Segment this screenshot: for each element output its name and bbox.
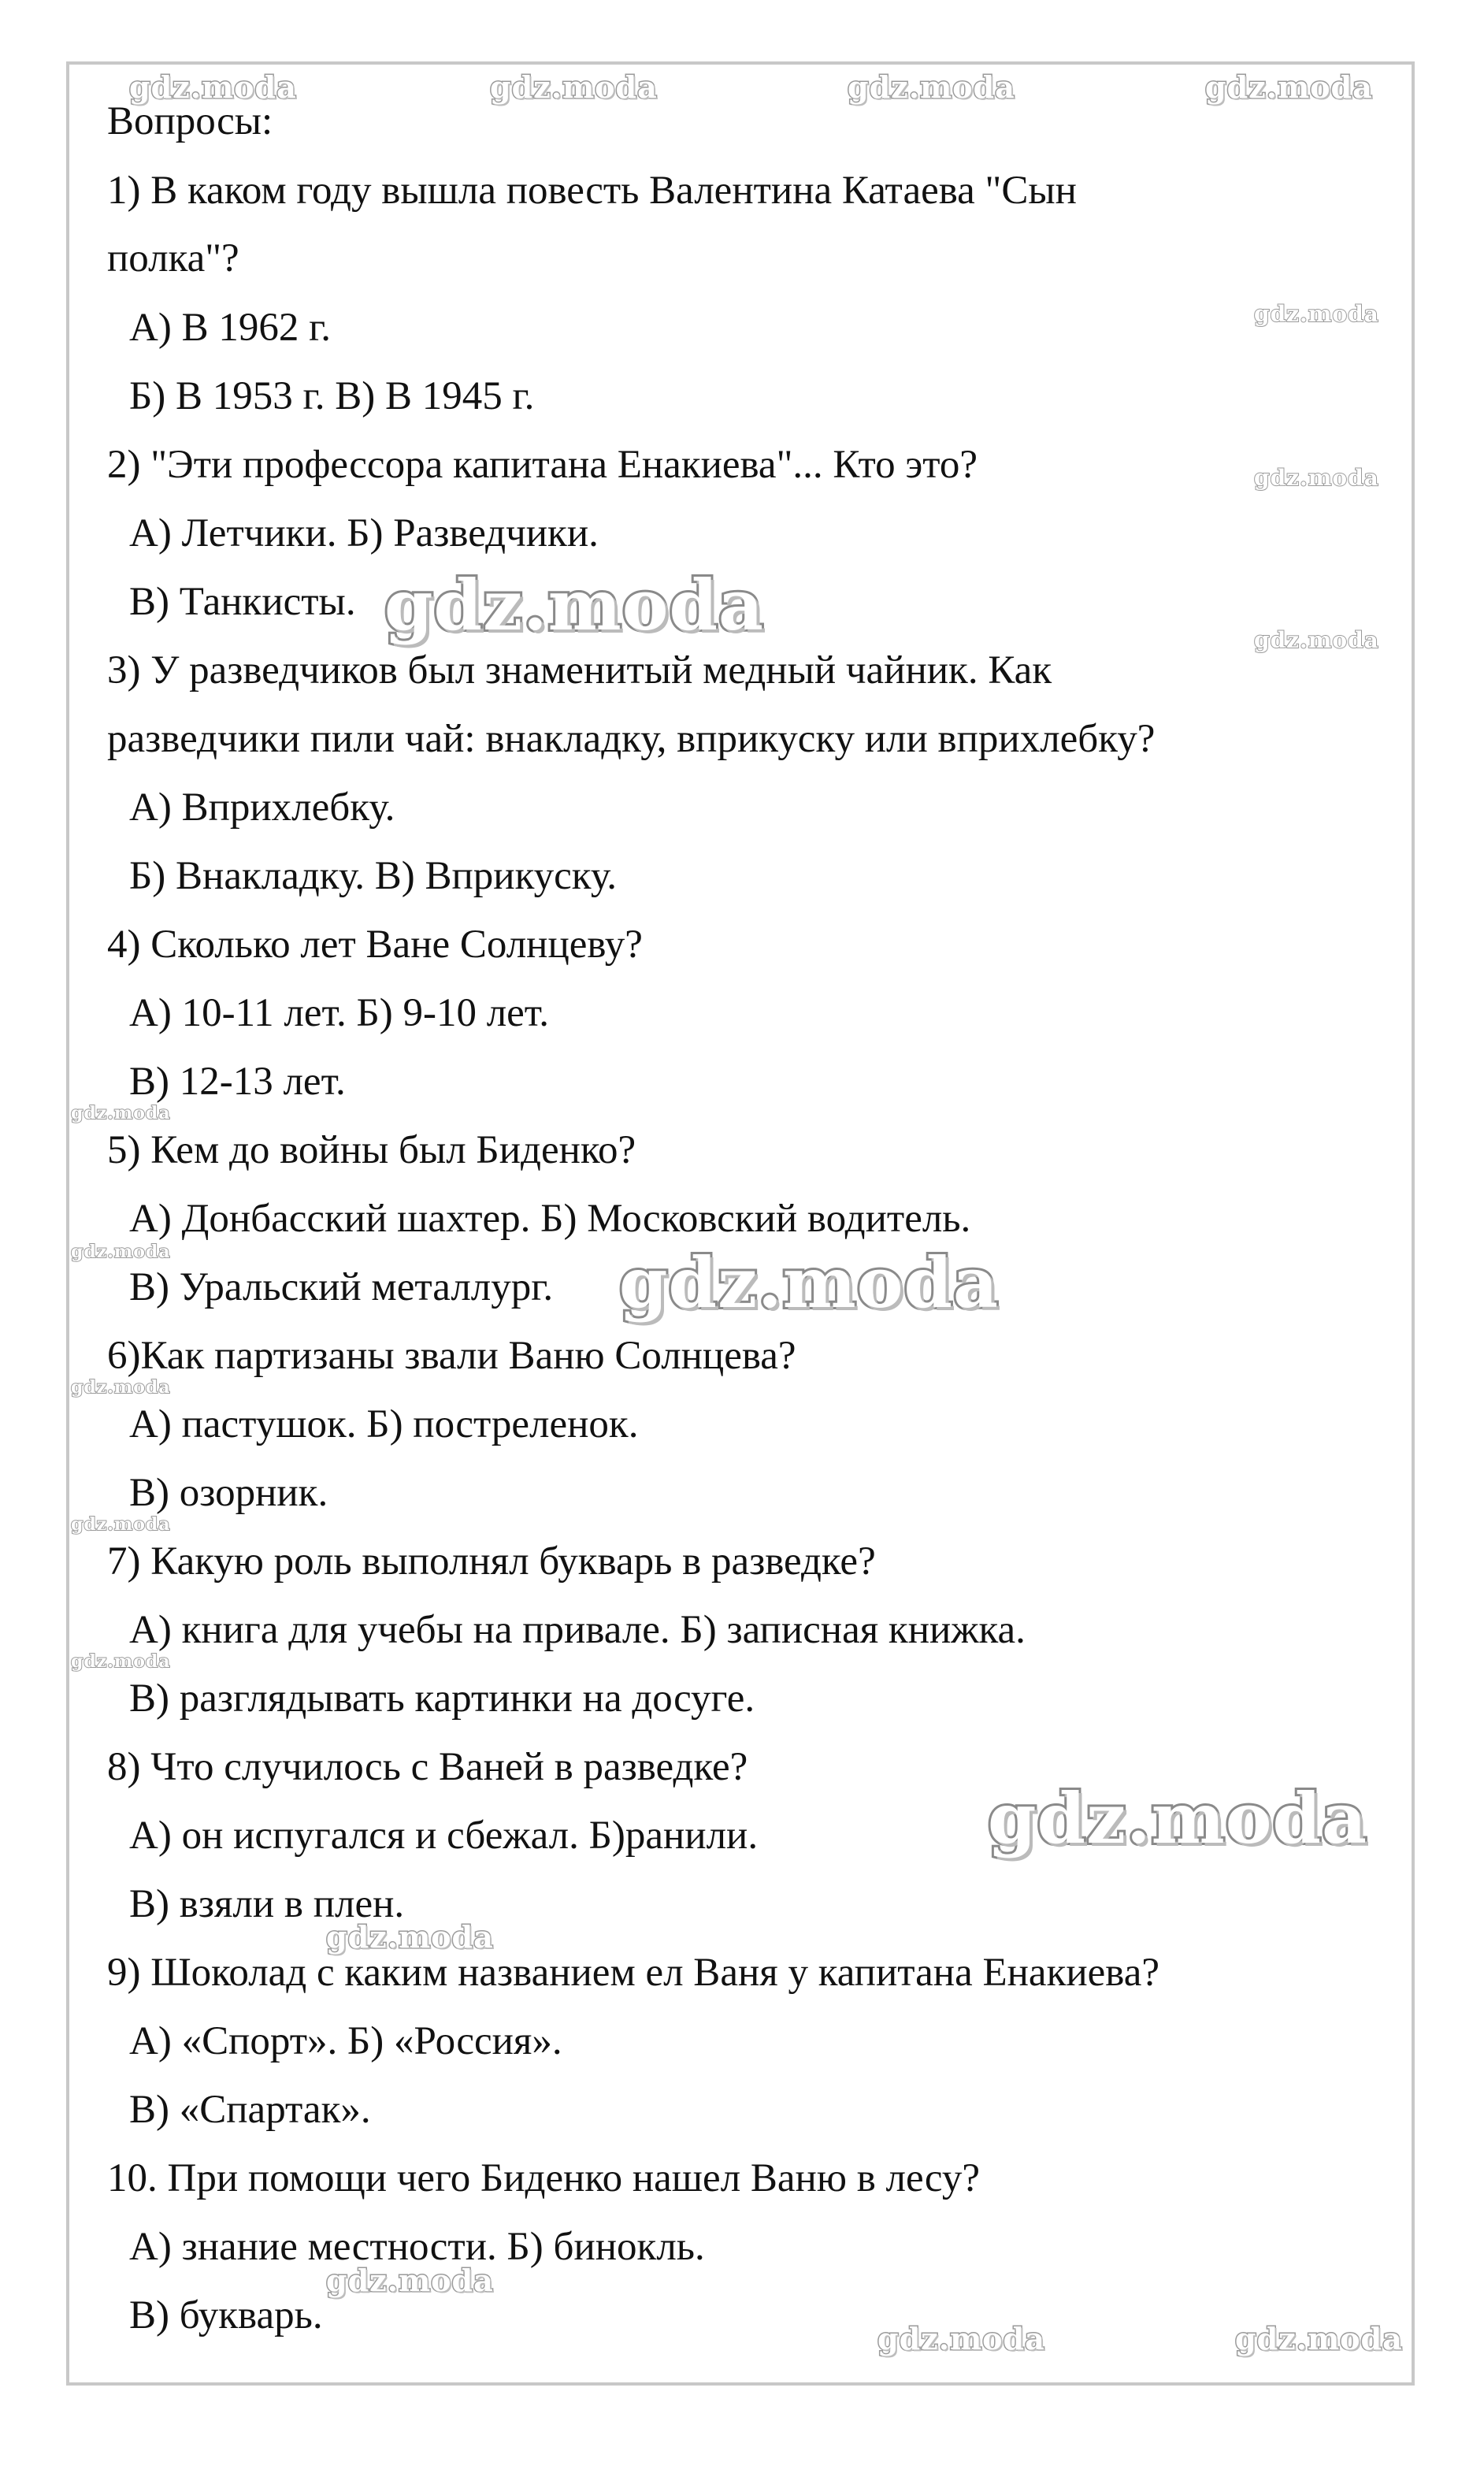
question-5-answers-ab: А) Донбасский шахтер. Б) Московский водитель.	[129, 1197, 971, 1241]
question-5-answer-c: В) Уральский металлург.	[129, 1265, 554, 1309]
question-3-answers-bc: Б) Внакладку. В) Вприкуску.	[129, 854, 617, 898]
question-10-text: 10. При помощи чего Биденко нашел Ваню в лесу?	[107, 2156, 980, 2200]
watermark: gdz.moda	[1254, 627, 1379, 653]
question-6-text: 6)Как партизаны звали Ваню Солнцева?	[107, 1334, 796, 1378]
question-3-text: 3) У разведчиков был знаменитый медный чайник. Как	[107, 648, 1052, 692]
question-1-answers-bc: Б) В 1953 г. В) В 1945 г.	[129, 374, 535, 418]
watermark: gdz.moda	[326, 2263, 494, 2298]
question-7-answers-ab: А) книга для учебы на привале. Б) записная книжка.	[129, 1608, 1026, 1652]
watermark: gdz.moda	[619, 1242, 1000, 1324]
question-8-answers-ab: А) он испугался и сбежал. Б)ранили.	[129, 1814, 759, 1858]
watermark: gdz.moda	[129, 69, 297, 105]
watermark: gdz.moda	[1235, 2321, 1403, 2356]
question-10-answer-c: В) букварь.	[129, 2293, 323, 2337]
watermark: gdz.moda	[848, 69, 1015, 105]
question-7-text: 7) Какую роль выполнял букварь в разведке?	[107, 1539, 876, 1584]
question-4-answer-c: В) 12-13 лет.	[129, 1060, 346, 1104]
question-10-answers-ab: А) знание местности. Б) бинокль.	[129, 2225, 705, 2269]
question-4-text: 4) Сколько лет Ване Солнцеву?	[107, 923, 643, 967]
watermark: gdz.moda	[326, 1919, 494, 1955]
question-1-text-cont: полка"?	[107, 236, 239, 280]
question-4-answers-ab: А) 10-11 лет. Б) 9-10 лет.	[129, 991, 549, 1035]
question-2-answer-c: В) Танкисты.	[129, 580, 356, 624]
question-9-answer-c: В) «Спартак».	[129, 2088, 371, 2132]
question-9-answers-ab: А) «Спорт». Б) «Россия».	[129, 2019, 562, 2063]
question-3-answer-a: А) Вприхлебку.	[129, 785, 395, 830]
watermark: gdz.moda	[71, 1651, 171, 1672]
watermark: gdz.moda	[1254, 465, 1379, 491]
question-8-answer-c: В) взяли в плен.	[129, 1882, 405, 1926]
question-2-answers-ab: А) Летчики. Б) Разведчики.	[129, 511, 599, 555]
question-7-answer-c: В) разглядывать картинки на досуге.	[129, 1676, 755, 1721]
watermark: gdz.moda	[71, 1103, 171, 1123]
question-9-text: 9) Шоколад с каким названием ел Ваня у капитана Енакиева?	[107, 1951, 1159, 1995]
question-1-text: 1) В каком году вышла повесть Валентина Катаева "Сын	[107, 169, 1077, 213]
watermark: gdz.moda	[877, 2321, 1045, 2356]
watermark: gdz.moda	[1254, 301, 1379, 327]
watermark: gdz.moda	[384, 564, 765, 646]
watermark: gdz.moda	[71, 1377, 171, 1398]
question-2-text: 2) "Эти профессора капитана Енакиева"... Кто это?	[107, 443, 978, 487]
quiz-heading: Вопросы:	[107, 99, 273, 143]
question-5-text: 5) Кем до войны был Биденко?	[107, 1128, 636, 1172]
question-6-answers-ab: А) пастушок. Б) постреленок.	[129, 1402, 639, 1446]
question-3-text-cont: разведчики пили чай: внакладку, вприкуску или вприхлебку?	[107, 717, 1156, 761]
question-8-text: 8) Что случилось с Ваней в разведке?	[107, 1745, 748, 1789]
watermark: gdz.moda	[71, 1514, 171, 1535]
watermark: gdz.moda	[490, 69, 658, 105]
watermark: gdz.moda	[988, 1777, 1368, 1859]
question-1-answer-a: А) В 1962 г.	[129, 306, 331, 350]
question-6-answer-c: В) озорник.	[129, 1471, 328, 1515]
watermark: gdz.moda	[71, 1242, 171, 1262]
watermark: gdz.moda	[1205, 69, 1373, 105]
